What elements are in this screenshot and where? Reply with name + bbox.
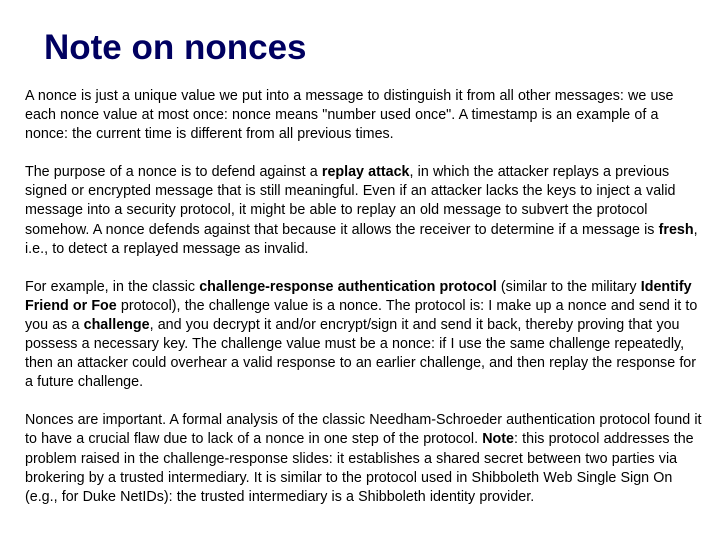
text-segment: Nonces are important. A formal analysis of the classic Needham-Schroeder authentication protocol found it to have a crucial flaw due to lack of a nonce in one step of the protocol. (25, 412, 702, 448)
slide-title: Note on nonces (44, 28, 307, 67)
term-replay-attack: replay attack (321, 164, 410, 181)
text-segment: The purpose of a nonce is to defend against a (25, 164, 322, 181)
paragraph-replay-attack (25, 163, 703, 258)
paragraph-challenge-response (25, 278, 703, 393)
text-segment: (similar to the military (496, 278, 641, 295)
term-challenge: challenge (83, 316, 150, 333)
text-segment: For example, in the classic (25, 278, 200, 295)
text-segment: A nonce is just a unique value we put into a message to distinguish it from all other messages: we use each nonce value at most once: nonce means "number used once". A timestamp is an example of a nonce: the current time is different from all previous times. (25, 88, 674, 143)
paragraph-needham-schroeder (25, 411, 703, 506)
text-segment: , in which the attacker replays a previous signed or encrypted message that is still meaningful. Even if an attacker lacks the keys to inject a valid message into a security protocol, it might be able to replay an old message to subvert the protocol somehow. A nonce defends against that because it allows the receiver to determine if a message is (25, 164, 676, 238)
paragraph-nonce-definition (25, 87, 703, 144)
text-segment: protocol), the challenge value is a nonce. The protocol is: I make up a nonce and send it to you as a (25, 297, 698, 333)
term-challenge-response-protocol: challenge-response authentication protocol (199, 278, 497, 295)
term-identify-friend-or-foe: Identify Friend or Foe (25, 278, 692, 314)
text-segment: : this protocol addresses the problem raised in the challenge-response slides: it establishes a shared secret between two parties via brokering by a trusted intermediary. It is similar to the protocol used in Shibboleth Web Single Sign On (e.g., for Duke NetIDs): the trusted intermediary is a Shibboleth identity provider. (25, 431, 694, 505)
text-segment: , i.e., to detect a replayed message as invalid. (25, 221, 698, 257)
term-note: Note (482, 431, 514, 448)
slide-body (25, 87, 703, 507)
term-fresh: fresh (658, 221, 694, 238)
text-segment: , and you decrypt it and/or encrypt/sign it and send it back, thereby proving that you possess a necessary key. The challenge value must be a nonce: if I use the same challenge repeatedly, then an attacker could overhear a valid response to an earlier challenge, and then replay the response for a future challenge. (25, 316, 697, 391)
